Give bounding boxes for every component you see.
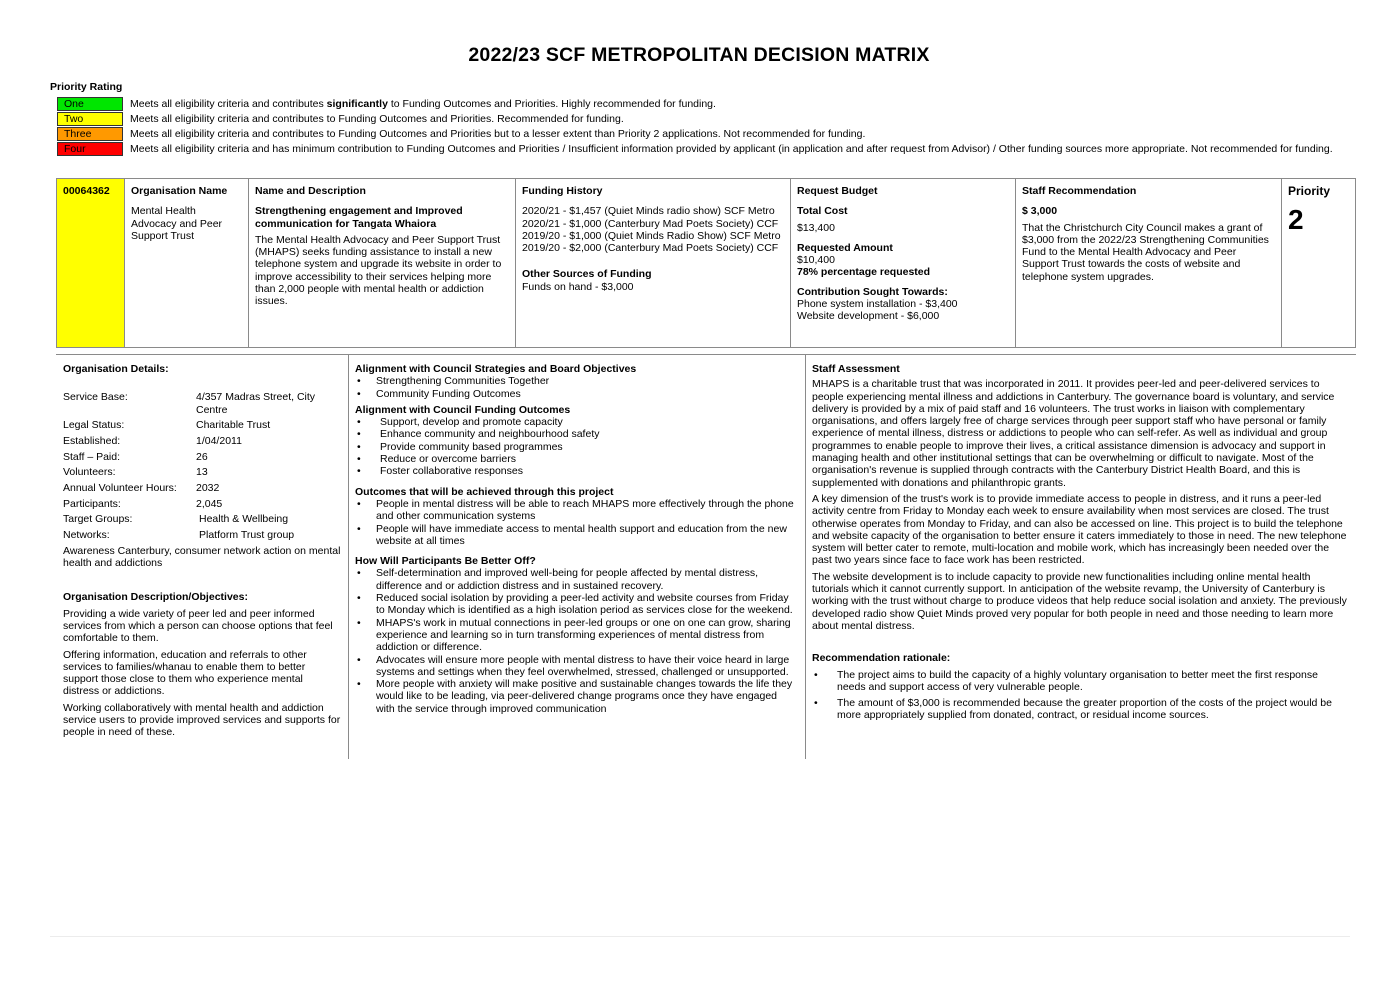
percentage-requested: 78% percentage requested — [797, 266, 931, 279]
staff-assessment-para: MHAPS is a charitable trust that was incorporated in 2011. It provides peer-led and peer-delivered services to people experiencing mental illness and addictions in Canterbury. The governance board is voluntary, and service delivery is provided by a mix of paid staff and 16 volunteers. The trust works in liaison with complementary organisations, and offers largely free of charge services through peer support staff who have personal or family experience of mental illness, distress or addictions to people who can self-refer. As well as individual and group programmes to enable people to improve their lives, a critical assistance dimension is advocacy and support in managing health and other institutional settings that can be overwhelming or difficult to navigate. Most of the organisation's revenue is supplied through contracts with the Canterbury District Health Board, and this is supplemented with donations and philanthropic grants. — [812, 378, 1335, 489]
legend-swatch-two: Two — [57, 112, 123, 126]
other-sources-heading: Other Sources of Funding — [522, 268, 652, 281]
detail-volunteers: Volunteers: 13 — [63, 466, 208, 479]
list-item: • More people with anxiety will make positive and sustainable changes towards the life they would like to be leading, via peer-delivered change programs once they have engaged with the service through improved communication — [355, 678, 798, 715]
staff-assessment-para: The website development is to include capacity to provide new functionalities including online mental health tutorials which it cannot currently support. In anticipation of the website revamp, the University of Canterbury is working with the trust without charge to produce videos that help reduce social isolation and anxiety. The previously developed radio show Quiet Minds proved very popular for both people in need and those needing to learn more about mental distress. — [812, 570, 1347, 632]
legend-row-one — [57, 97, 1357, 112]
legend-desc-three: Meets all eligibility criteria and contributes to Funding Outcomes and Priorities but to a lesser extent than Priority 2 applications. Not recommended for funding. — [130, 128, 866, 140]
requested-amount-label: Requested Amount — [797, 241, 893, 254]
footer-divider — [50, 936, 1350, 937]
priority-cell — [1282, 179, 1355, 347]
detail-legal-status: Legal Status: Charitable Trust — [63, 419, 271, 432]
rationale-heading: Recommendation rationale: — [812, 652, 951, 665]
priority-value: 2 — [1288, 204, 1304, 236]
total-cost-value: $13,400 — [797, 221, 835, 234]
organisation-details-heading: Organisation Details: — [63, 363, 169, 375]
staff-assessment-para: A key dimension of the trust's work is to provide immediate access to people in distress, and it runs a peer-led activity centre from Friday to Monday each week to ensure availability when most services are closed. The trust otherwise operates from Monday to Friday, and can also be accessed on line. This project is to build the telephone and website capacity of the organisation to better ensure it caters immediately to those in need. The new telephone system will better cater to remote, multi-location and mobile work, which has increasingly been needed over the past two years since face to face work has been restricted. — [812, 492, 1347, 567]
request-budget-heading: Request Budget — [797, 185, 878, 197]
legend-desc-two: Meets all eligibility criteria and contributes to Funding Outcomes and Priorities. Recommended for funding. — [130, 113, 624, 125]
total-cost-label: Total Cost — [797, 205, 848, 218]
organisation-description-para: Working collaboratively with mental health and addiction service users to provide improved services and supports for people in need of these. — [63, 701, 341, 739]
list-item: • People in mental distress will be able to reach MHAPS more effectively through the phone and other communication systems — [355, 498, 798, 523]
list-item: • Strengthening Communities Together — [355, 375, 798, 387]
legend-desc-one: Meets all eligibility criteria and contributes significantly to Funding Outcomes and Priorities. Highly recommended for funding. — [130, 98, 716, 110]
staff-recommendation-amount: $ 3,000 — [1022, 205, 1058, 218]
list-item: • Support, develop and promote capacity — [355, 416, 798, 428]
detail-service-base: Service Base: 4/357 Madras Street, City Centre — [63, 391, 316, 416]
list-item: • Provide community based programmes — [355, 441, 798, 453]
list-item: • Community Funding Outcomes — [355, 388, 798, 400]
project-name: Strengthening engagement and Improved communication for Tangata Whaiora — [255, 205, 463, 230]
legend-row-three — [57, 127, 1357, 142]
better-off-list — [355, 567, 798, 715]
outcomes-heading: Outcomes that will be achieved through this project — [355, 485, 614, 498]
detail-networks: Networks: Platform Trust group — [63, 529, 295, 542]
funding-outcomes-heading: Alignment with Council Funding Outcomes — [355, 403, 571, 416]
list-item: • Foster collaborative responses — [355, 465, 798, 477]
funding-history-item: 2020/21 - $1,457 (Quiet Minds radio show) SCF Metro — [522, 205, 775, 218]
name-description-cell — [249, 179, 516, 347]
organisation-name-heading: Organisation Name — [131, 185, 228, 197]
funding-history-item: 2020/21 - $1,000 (Canterbury Mad Poets Society) CCF — [522, 217, 779, 230]
assessment-section — [56, 354, 1356, 759]
better-off-heading: How Will Participants Be Better Off? — [355, 555, 536, 568]
rationale-list — [812, 669, 1349, 722]
legend-row-four — [57, 142, 1357, 157]
contribution-heading: Contribution Sought Towards: — [797, 285, 948, 298]
detail-volunteer-hours: Annual Volunteer Hours: 2032 — [63, 482, 220, 495]
list-item: • Enhance community and neighbourhood safety — [355, 428, 798, 440]
networks-extra: Awareness Canterbury, consumer network action on mental health and addictions — [63, 544, 341, 570]
requested-amount-value: $10,400 — [797, 254, 835, 267]
contribution-item: Phone system installation - $3,400 — [797, 298, 958, 311]
legend-row-two — [57, 112, 1357, 127]
list-item: • People will have immediate access to mental health support and education from the new website at all times — [355, 523, 798, 548]
funding-history-item: 2019/20 - $2,000 (Canterbury Mad Poets Society) CCF — [522, 242, 779, 255]
priority-rating-heading: Priority Rating — [50, 81, 123, 93]
legend-swatch-one: One — [57, 97, 123, 111]
list-item: • Reduce or overcome barriers — [355, 453, 798, 465]
list-item: • Reduced social isolation by providing a peer-led activity and website courses from Friday to Monday which is identified as a high isolation period as services close for the weekend. — [355, 592, 798, 617]
staff-assessment-heading: Staff Assessment — [812, 363, 900, 375]
detail-target-groups: Target Groups: Health & Wellbeing — [63, 513, 289, 526]
list-item: • The amount of $3,000 is recommended because the greater proportion of the costs of the project would be more appropriately supplied from donated, contract, or residual income sources. — [812, 697, 1349, 722]
alignment-column — [348, 355, 805, 759]
organisation-details-column — [56, 355, 348, 759]
application-id-cell — [57, 179, 125, 347]
strategies-list — [355, 375, 798, 400]
application-summary-table — [56, 178, 1356, 348]
funding-history-heading: Funding History — [522, 185, 603, 197]
legend-desc-four: Meets all eligibility criteria and has minimum contribution to Funding Outcomes and Priorities / Insufficient information provided by applicant (in application and after request from Advisor) / Other funding sources more appropriate. Not recommended for funding. — [130, 143, 1333, 155]
organisation-description-para: Offering information, education and referrals to other services to families/whanau to enable them to better support those close to them who experience mental distress or addictions. — [63, 648, 307, 698]
organisation-name-cell — [125, 179, 249, 347]
list-item: • MHAPS's work in mutual connections in peer-led groups or one on one can grow, sharing experience and learning so in turn transforming experiences of mental distress from addiction or difference. — [355, 617, 798, 654]
project-description: The Mental Health Advocacy and Peer Support Trust (MHAPS) seeks funding assistance to install a new telephone system and upgrade its website in order to improve accessibility to their services helping more than 2,000 people with mental health or addiction issues. — [255, 233, 502, 308]
name-description-heading: Name and Description — [255, 185, 366, 197]
detail-staff-paid: Staff – Paid: 26 — [63, 450, 208, 463]
other-sources: Funds on hand - $3,000 — [522, 280, 634, 293]
contribution-item: Website development - $6,000 — [797, 310, 940, 323]
staff-recommendation-cell — [1016, 179, 1282, 347]
funding-history-cell — [516, 179, 791, 347]
organisation-description-heading: Organisation Description/Objectives: — [63, 591, 248, 604]
request-budget-cell — [791, 179, 1016, 347]
outcomes-list — [355, 498, 798, 547]
staff-recommendation-text: That the Christchurch City Council makes a grant of $3,000 from the 2022/23 Strengthening Communities Fund to the Mental Health Advocacy and Peer Support Trust towards the costs of website and telephone system upgrades. — [1022, 221, 1269, 283]
legend-swatch-three: Three — [57, 127, 123, 141]
priority-heading: Priority — [1288, 184, 1331, 198]
legend-swatch-four: Four — [57, 142, 123, 156]
funding-outcomes-list — [355, 416, 798, 477]
funding-history-item: 2019/20 - $1,000 (Quiet Minds Radio Show) SCF Metro — [522, 229, 781, 242]
detail-participants: Participants: 2,045 — [63, 497, 223, 510]
list-item: • Self-determination and improved well-being for people affected by mental distress, difference and or addiction distress and in sustained recovery. — [355, 567, 798, 592]
application-id: 00064362 — [63, 185, 110, 197]
page-title: 2022/23 SCF METROPOLITAN DECISION MATRIX — [468, 44, 930, 66]
detail-established: Established: 1/04/2011 — [63, 434, 242, 447]
strategies-heading: Alignment with Council Strategies and Board Objectives — [355, 363, 637, 375]
organisation-name: Mental Health Advocacy and Peer Support Trust — [131, 205, 223, 242]
list-item: • Advocates will ensure more people with mental distress to have their voice heard in large systems and settings when they feel overwhelmed, stressed, challenged or unsupported. — [355, 654, 798, 679]
list-item: • The project aims to build the capacity of a highly voluntary organisation to better meet the first response needs and support access of very vulnerable people. — [812, 669, 1349, 694]
staff-assessment-column — [805, 355, 1356, 759]
staff-recommendation-heading: Staff Recommendation — [1022, 185, 1137, 197]
organisation-description-para: Providing a wide variety of peer led and peer informed services from which a person can choose options that feel comfortable to them. — [63, 607, 333, 645]
